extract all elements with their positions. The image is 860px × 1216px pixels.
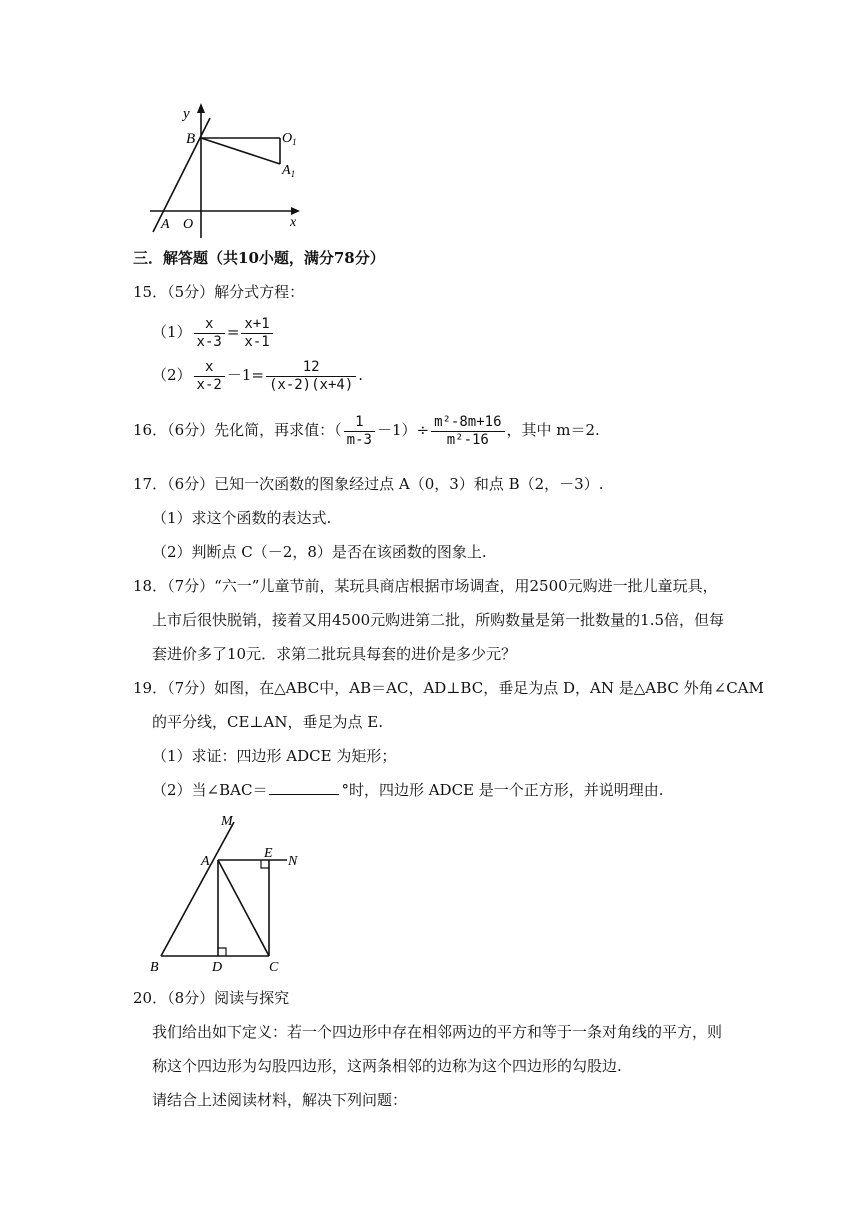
line-ac xyxy=(218,860,269,956)
coordinate-figure xyxy=(148,100,303,240)
q15-part1: （1） $\frac{x}{x-3}$ = $\frac{x+1}{x-1}$ xyxy=(152,312,275,352)
q15-part2: （2） $\frac{x}{x-2}$ －1= $\frac{12}{(x-2)(x+4)}$ . xyxy=(152,358,364,393)
label-o1: $O_1$ xyxy=(282,131,297,147)
right-angle-d xyxy=(218,948,226,956)
segment-ba1 xyxy=(201,138,280,164)
q17-part1: （1）求这个函数的表达式. xyxy=(152,509,332,527)
q19-line2: 的平分线，CE⊥AN，垂足为点 E. xyxy=(152,713,383,731)
label-x: x xyxy=(290,215,297,230)
label-y: y xyxy=(183,106,190,122)
right-angle-e xyxy=(261,860,269,868)
q16-stem: 16．（6分）先化简，再求值：（ $\frac{1}{m-3}$ －1）÷ $\frac{\text{m²-8m+16}}{\text{m²-16}}$ ，其中 m＝2. xyxy=(133,413,600,448)
triangle-figure xyxy=(145,808,315,978)
label-n: N xyxy=(288,854,298,869)
label-b: B xyxy=(186,131,196,147)
label-e: E xyxy=(264,846,273,861)
q20-stem: 20．（8分）阅读与探究 xyxy=(133,989,290,1007)
q19-part2: （2）当∠BAC＝ °时，四边形 ADCE 是一个正方形，并说明理由. xyxy=(152,781,664,799)
label-a: A xyxy=(201,854,210,869)
y-axis-arrow xyxy=(197,103,205,113)
q20-line1: 我们给出如下定义：若一个四边形中存在相邻两边的平方和等于一条对角线的平方，则 xyxy=(152,1023,723,1041)
label-c: C xyxy=(269,960,279,975)
q19-part1: （1）求证：四边形 ADCE 为矩形； xyxy=(152,747,397,765)
label-m: M xyxy=(221,814,233,829)
x-axis-arrow xyxy=(291,207,300,215)
q18-line3: 套进价多了10元．求第二批玩具每套的进价是多少元？ xyxy=(152,645,517,663)
q19-line1: 19．（7分）如图，在△ABC中，AB＝AC，AD⊥BC，垂足为点 D，AN 是△ABC 外角∠CAM xyxy=(133,679,764,697)
label-d: D xyxy=(212,960,223,975)
answer-blank[interactable] xyxy=(269,780,339,795)
line-bm xyxy=(161,822,234,956)
q18-line2: 上市后很快脱销，接着又用4500元购进第二批，所购数量是第一批数量的1.5倍，但每 xyxy=(152,611,725,629)
label-a: A xyxy=(161,217,170,232)
q20-line3: 请结合上述阅读材料，解决下列问题： xyxy=(152,1091,408,1109)
label-o: O xyxy=(183,217,194,232)
q17-stem: 17．（6分）已知一次函数的图象经过点 A（0，3）和点 B（2，－3）. xyxy=(133,475,604,493)
section-heading: 三．解答题（共10小题，满分78分） xyxy=(133,249,385,267)
q15-stem: 15．（5分）解分式方程： xyxy=(133,283,305,301)
label-b: B xyxy=(150,960,159,975)
q18-line1: 18．（7分）“六一”儿童节前，某玩具商店根据市场调查，用2500元购进一批儿童玩具， xyxy=(133,577,718,595)
q20-line2: 称这个四边形为勾股四边形，这两条相邻的边称为这个四边形的勾股边. xyxy=(152,1057,622,1075)
q17-part2: （2）判断点 C（－2，8）是否在该函数的图象上. xyxy=(152,543,487,561)
label-a1: $A_1$ xyxy=(282,163,296,179)
